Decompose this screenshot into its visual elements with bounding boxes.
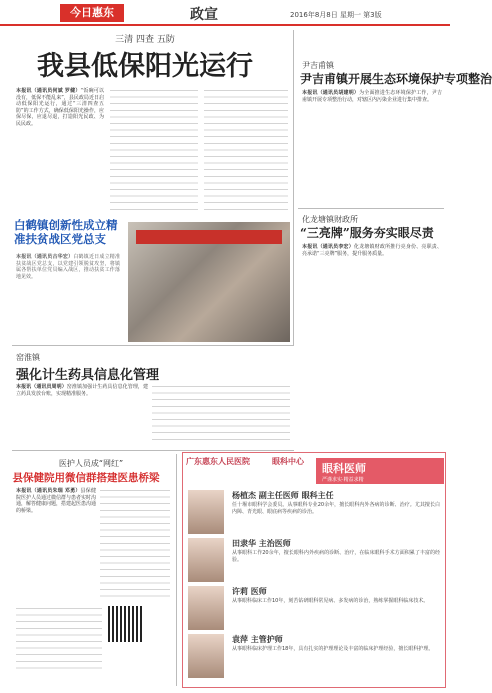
meeting-photo [128,222,290,342]
photo-red-banner [136,230,282,244]
story2-headline-block [14,218,124,246]
story4-text: 化龙塘镇财政所推行亮身份、亮职责、亮承诺“三亮牌”服务，提升服务质量。 [302,244,442,257]
story6-text: 县保健院医护人员通过微信群与患者实时沟通，解答健康问题，搭建起医患沟通的桥梁。 [16,488,97,514]
ad-header: 眼科中心 [272,457,304,466]
row-divider [12,345,294,346]
hospital-brand: 广东惠东人民医院 [186,457,250,466]
row-divider-right [298,208,444,209]
doctor-photo [188,490,224,534]
story2-body [16,254,120,328]
story6-headline: 县保健院用微信群搭建医患桥梁 [12,472,160,484]
lead-body [16,88,104,210]
story2-headline: 白鹤镇创新性成立精准扶贫战区党总支 [14,218,118,246]
story4-kicker: 化龙塘镇财政所 [302,215,358,224]
story5-text: 窑淮镇加强计生药具信息化管理，建立药具发放台账，实现精准服务。 [16,384,148,397]
doctor-name: 袁萍 主管护师 [232,635,283,644]
doctor-bio: 任十堰市眼科学会委员。从事眼科专业20余年，擅长眼科内外各病的诊断、治疗。尤其擅长白内障、青光眼、眼底病等疾病的诊治。 [232,502,440,515]
story5-columns [152,384,290,444]
story5-kicker: 窑淮镇 [16,353,40,362]
qr-code [108,606,144,642]
story2-text: 白鹤镇近日成立精准扶贫战区党总支，以党建引领脱贫攻坚，将镇属各帮扶单位党员编入战区，推动扶贫工作落地见效。 [16,254,120,280]
story4-body [302,244,442,342]
section-title: 政宣 [190,7,218,23]
lead-text: “饭碗可以没有，低保不能乱来”，县民政局近日启动低保阳光运行，通过“三清四查五防”的工作方式，确保低保阳光操作，应保尽保，应退尽退，打造阳光民政、为民民政。 [16,88,104,127]
lead-column-2 [110,88,198,210]
issue-date: 2016年8月8日 星期一 第3版 [290,11,382,19]
ad-banner-title: 眼科医师 [322,462,366,475]
doctor-photo [188,538,224,582]
ad-banner-sub: 严谨求实·精益求精 [322,477,364,483]
story3-text: 为全面推进生态环境保护工作，尹吉甫镇开展专项整治行动，对辖区内污染企业进行集中排查。 [302,90,442,103]
row-divider-2 [12,450,294,451]
newspaper-logo: 今日惠东 [60,4,124,22]
lead-column-3 [204,88,288,210]
ad-divider [176,454,177,686]
lead-byline: 本报讯（通讯员何斌 罗健） [16,88,81,94]
story6-column-2 [100,488,170,602]
story6-byline: 本报讯（通讯员朱瑞 邓勇） [16,488,81,494]
story6-column-3 [16,606,102,670]
doctor-photo [188,634,224,678]
story3-body [302,90,442,202]
story2-byline: 本报讯（通讯员古华宏） [16,254,74,260]
story3-byline: 本报讯（通讯员胡建明） [302,90,360,96]
doctor-bio: 从事眼科工作20余年，擅长眼科内外疾病的诊断、治疗，在临床眼科手术方面积累了丰富的经验。 [232,550,440,563]
doctor-bio: 从事眼科临床护理工作18年，具有扎实的护理理论及丰富的临床护理经验，擅长眼科护理。 [232,646,434,652]
story5-headline: 强化计生药具信息化管理 [16,368,160,383]
column-divider [293,30,294,345]
story4-headline: “三亮牌”服务夯实眼尽责 [300,226,434,240]
story5-byline: 本报讯（通讯员周明） [16,384,67,390]
doctor-bio: 从事眼科临床工作10年，刻苦钻研眼科常见病、多发病的诊治，熟练掌握眼科临床技术。 [232,598,429,604]
doctor-photo [188,586,224,630]
doctor-name: 许莉 医师 [232,587,267,596]
lead-headline: 我县低保阳光运行 [37,51,253,82]
story6-kicker: 医护人员成“网红” [58,459,124,468]
doctor-name: 杨植杰 副主任医师 眼科主任 [232,491,334,500]
story3-headline: 尹吉甫镇开展生态环境保护专项整治 [300,72,492,86]
doctor-name: 田隶华 主治医师 [232,539,291,548]
story3-kicker: 尹吉甫镇 [302,61,334,70]
story4-byline: 本报讯（通讯员李宏） [302,244,354,250]
ad-banner [316,458,444,484]
story6-body [16,488,96,602]
lead-kicker: 三清 四查 五防 [115,35,175,45]
story5-body [16,384,148,444]
